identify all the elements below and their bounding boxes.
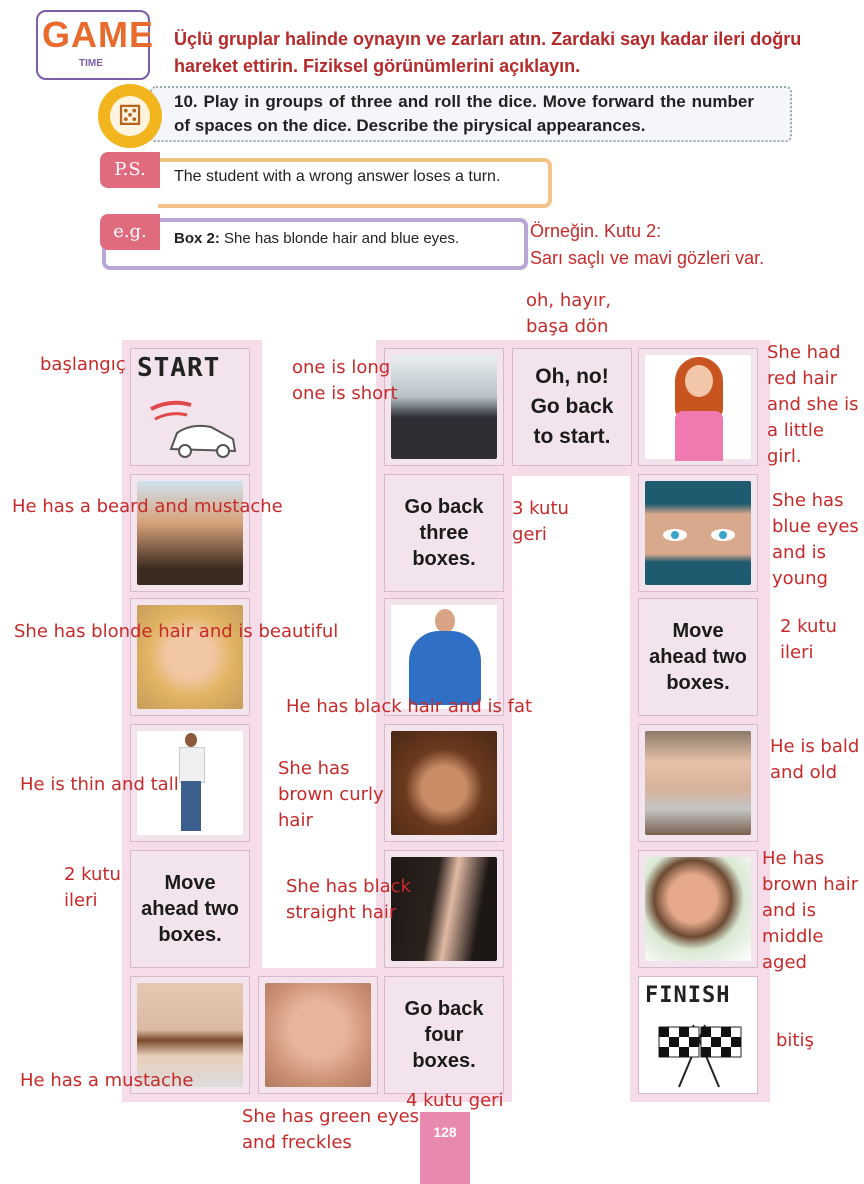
logo-sub: TIME [79,58,103,69]
dice-icon: ⚄ [110,96,150,136]
photo-middle-aged-man [645,857,751,961]
man-jeans [181,781,201,831]
cell-move-ahead-right: Move ahead two boxes. [638,598,758,716]
man-head [185,733,197,747]
eg-tag: e.g. [100,214,160,250]
man-shirt [179,747,205,783]
eg-sentence: She has blonde hair and blue eyes. [224,230,460,247]
ps-tag: P.S. [100,152,160,188]
cell-go-back-three: Go back three boxes. [384,474,504,592]
cell-blue-eyes-woman [638,474,758,592]
game-time-logo [36,10,154,80]
label-blue-eyes: She has blue eyes and is young [772,490,859,589]
label-beard: He has a beard and mustache [12,496,283,517]
eg-tr-line2: Sarı saçlı ve mavi gözleri var. [530,248,765,268]
label-three-back-tr: 3 kutu geri [512,498,569,545]
label-bald-old: He is bald and old [770,736,860,783]
cell-bald-old-man [638,724,758,842]
instruction-english: 10. Play in groups of three and roll the dice. Move forward the number of spaces on the dice. Describe the pirysical appearances. [174,92,754,135]
label-black-fat: He has black hair and is fat [286,696,533,717]
fat-man-head [435,609,455,633]
cell-middle-aged-man [638,850,758,968]
photo-freckles-woman [265,983,371,1087]
girl-dress [675,411,723,461]
girl-face [685,365,713,397]
cell-oh-no: Oh, no! Go back to start. [512,348,632,466]
left-eye-icon [663,529,687,541]
label-blonde: She has blonde hair and is beautiful [14,621,339,642]
instruction-turkish: Üçlü gruplar halinde oynayın ve zarları atın. Zardaki sayı kadar ileri doğru hareket ettirin. Fiziksel görünümlerini açıklayın. [174,29,802,76]
photo-two-men [391,355,497,459]
cell-freckles-woman [258,976,378,1094]
label-two-ahead-tr-left: 2 kutu ileri [64,864,121,911]
cell-blonde-woman [130,598,250,716]
cell-red-hair-girl [638,348,758,466]
cell-move-ahead-left: Move ahead two boxes. [130,850,250,968]
eg-turkish [530,218,764,272]
cell-go-back-four: Go back four boxes. [384,976,504,1094]
label-oh-tr: oh, hayır, başa dön [526,290,612,337]
photo-blue-eyes-woman [645,481,751,585]
label-baslangic: başlangıç [40,354,126,375]
eg-tr-line1: Örneğin. Kutu 2: [530,221,662,241]
checkered-flags-icon [645,1017,753,1089]
label-two-ahead-tr-right: 2 kutu ileri [780,616,837,663]
label-four-back-tr: 4 kutu geri [406,1090,504,1111]
cell-two-men [384,348,504,466]
photo-red-hair-girl [645,355,751,459]
ps-text: The student with a wrong answer loses a turn. [174,168,501,185]
logo-main: GAME [42,14,154,55]
start-label: START [137,353,221,383]
label-black-straight: She has black straight hair [286,876,411,923]
label-red-hair: She had red hair and she is a little girl. [767,342,859,467]
label-brown-curly: She has brown curly hair [278,758,384,831]
label-brown-middle: He has brown hair and is middle aged [762,848,859,973]
car-icon [141,389,241,461]
right-eye-icon [711,529,735,541]
label-green-freckles: She has green eyes and freckles [242,1106,420,1153]
cell-beard-man [130,474,250,592]
cell-finish [638,976,758,1094]
eg-bold: Box 2: [174,230,220,247]
cell-start [130,348,250,466]
eg-text [174,230,459,247]
label-bitis: bitiş [776,1030,814,1051]
photo-bald-old-man [645,731,751,835]
label-thin-tall: He is thin and tall [20,774,179,795]
page-number: 128 [420,1112,470,1184]
label-one-long: one is long one is short [292,357,398,404]
finish-label: FINISH [645,983,731,1008]
label-mustache: He has a mustache [20,1070,194,1091]
